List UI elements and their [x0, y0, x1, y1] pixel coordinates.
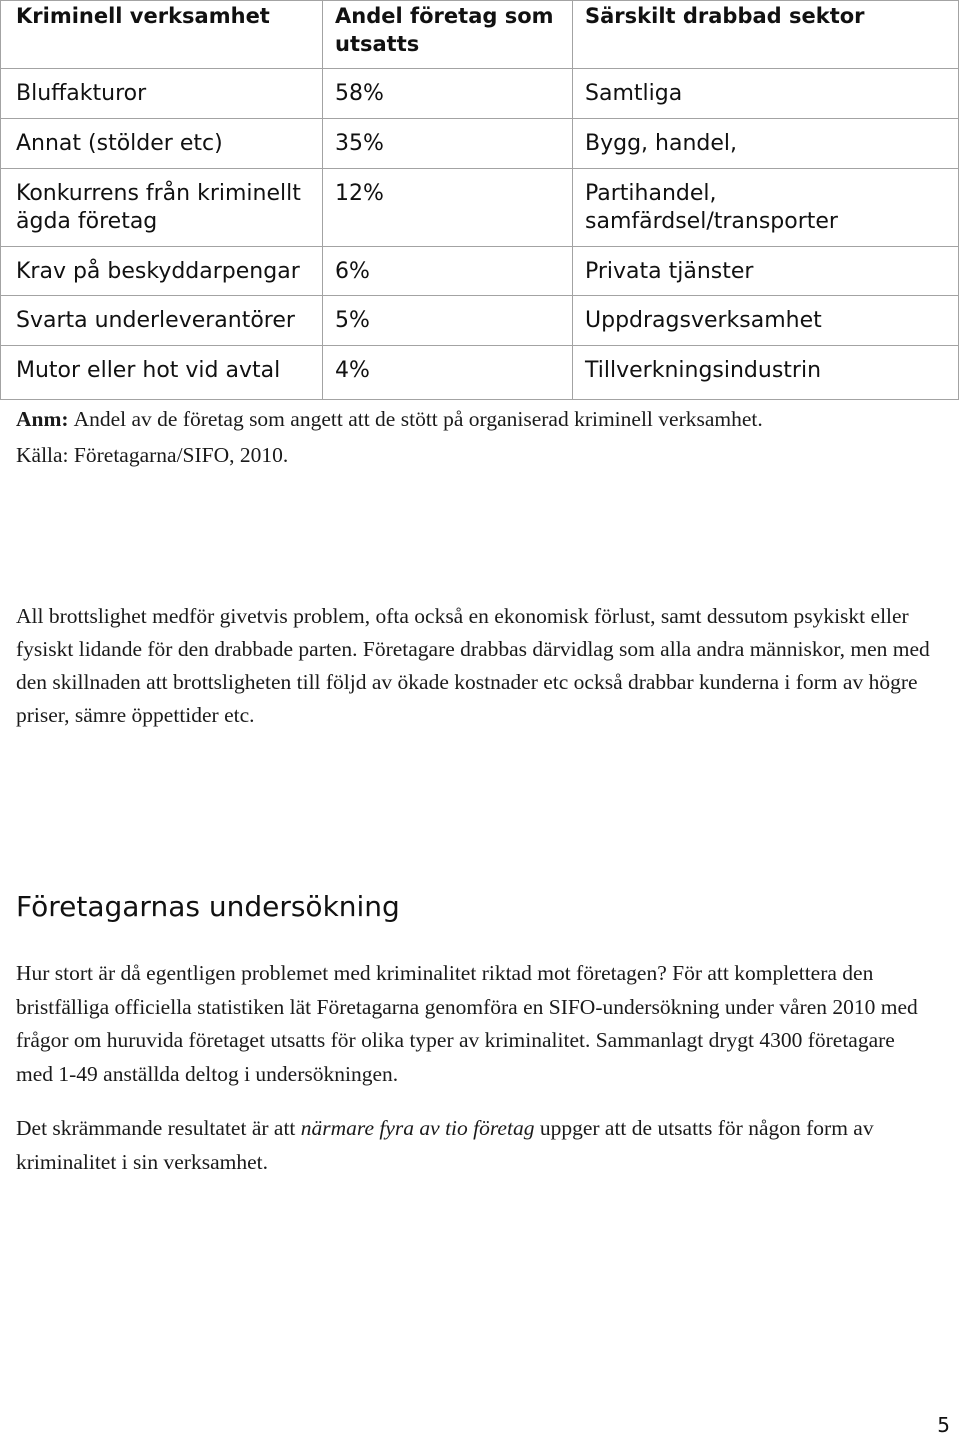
- cell-sector: [573, 296, 959, 346]
- table-row: [1, 296, 959, 346]
- paragraph-line: den skillnaden att brottsligheten till följd av ökade kostnader etc också drabbar kunderna i form av högre: [16, 670, 918, 694]
- paragraph-line: priser, sämre öppettider etc.: [16, 703, 255, 727]
- cell-activity: Annat (stölder etc): [1, 119, 323, 169]
- table-row: [1, 69, 959, 119]
- note-text: Andel av de företag som angett att de stött på organiserad kriminell verksamhet.: [73, 407, 763, 431]
- crime-table: [0, 0, 959, 400]
- paragraph-line: [16, 1111, 874, 1145]
- cell-share: 6%: [323, 247, 573, 296]
- cell-share: 35%: [323, 119, 573, 169]
- cell-activity: Svarta underleverantörer: [1, 296, 323, 346]
- cell-activity: Bluffakturor: [1, 69, 323, 119]
- table-row: [1, 119, 959, 169]
- table-row: [1, 247, 959, 296]
- table-row: [1, 346, 959, 400]
- cell-sector: [573, 346, 959, 400]
- section-heading: Företagarnas undersökning: [16, 890, 400, 923]
- cell-share: 12%: [323, 169, 573, 247]
- sector-text: Samtliga: [585, 81, 683, 106]
- cell-sector: [573, 69, 959, 119]
- cell-activity: Konkurrens från kriminellt ägda företag: [1, 169, 323, 247]
- sector-text: Uppdragsverksamhet: [585, 308, 822, 333]
- sector-text: Bygg, handel,: [585, 131, 738, 156]
- result-paragraph: [16, 1111, 874, 1179]
- paragraph-line: med 1-49 anställda deltog i undersökningen.: [16, 1062, 399, 1087]
- paragraph-line: Hur stort är då egentligen problemet med kriminalitet riktad mot företagen? För att komplettera den: [16, 961, 874, 985]
- note-label: Anm:: [16, 407, 69, 431]
- table-head: [1, 1, 959, 69]
- note-line: [16, 401, 763, 437]
- cell-activity: Krav på beskyddarpengar: [1, 247, 323, 296]
- header-activity: Kriminell verksamhet: [1, 1, 323, 69]
- paragraph-line: All brottslighet medför givetvis problem, ofta också en ekonomisk förlust, samt dessutom psykiskt eller: [16, 604, 909, 628]
- paragraph-line: frågor om huruvida företaget utsatts för olika typer av kriminalitet. Sammanlagt drygt 4300 företagare: [16, 1028, 895, 1053]
- cell-sector: [573, 169, 959, 247]
- result-emphasis: närmare fyra av tio företag: [300, 1116, 535, 1140]
- cell-share: 5%: [323, 296, 573, 346]
- paragraph-line: fysiskt lidande för den drabbade parten. Företagare drabbas därvidlag som alla andra människor, men med: [16, 637, 930, 661]
- cell-sector: [573, 119, 959, 169]
- table-header-row: [1, 1, 959, 69]
- result-text-after: uppger att de utsatts för någon form av: [534, 1116, 874, 1140]
- sector-text: Partihandel, samfärdsel/transporter: [585, 181, 838, 234]
- result-text-before: Det skrämmande resultatet är att: [16, 1116, 301, 1140]
- sector-text: Tillverkningsindustrin: [585, 358, 822, 383]
- table-row: [1, 169, 959, 247]
- header-sector: Särskilt drabbad sektor: [573, 1, 959, 69]
- cell-share: 4%: [323, 346, 573, 400]
- note-source: Källa: Företagarna/SIFO, 2010.: [16, 443, 289, 467]
- cell-activity: Mutor eller hot vid avtal: [1, 346, 323, 400]
- sector-text: Privata tjänster: [585, 259, 754, 284]
- page-number: 5: [937, 1413, 950, 1436]
- intro-paragraph: [16, 600, 930, 732]
- paragraph-line: kriminalitet i sin verksamhet.: [16, 1150, 268, 1174]
- paragraph-line: bristfälliga officiella statistiken lät Företagarna genomföra en SIFO-undersökning under våren 2010 med: [16, 994, 918, 1019]
- survey-paragraph: [16, 957, 918, 1092]
- cell-sector: [573, 247, 959, 296]
- table-body: [1, 69, 959, 400]
- cell-share: 58%: [323, 69, 573, 119]
- table-note: [16, 401, 763, 473]
- header-share: Andel företag som utsatts: [323, 1, 573, 69]
